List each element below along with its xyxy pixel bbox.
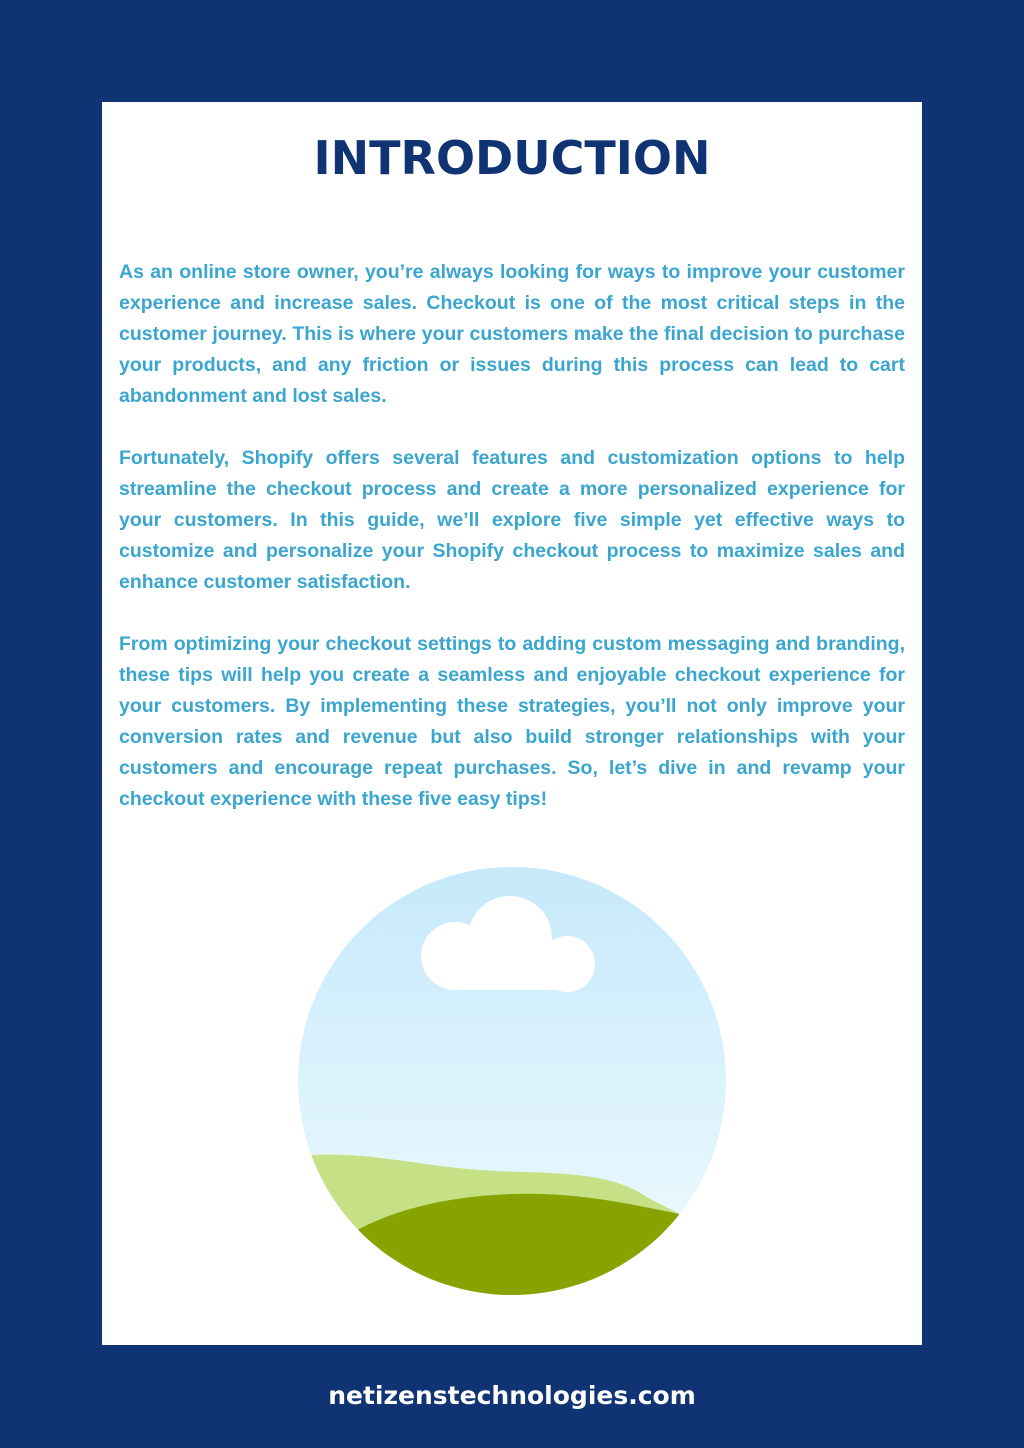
landscape-illustration <box>297 866 727 1296</box>
intro-body <box>119 257 905 846</box>
intro-paragraph-2: Fortunately, Shopify offers several features and customization options to help streamline the checkout process and create a more personalized experience for your customers. In this guide, we’ll explore five simple yet effective ways to customize and personalize your Shopify checkout process to maximize sales and enhance customer satisfaction. <box>119 447 905 593</box>
intro-paragraph-1: As an online store owner, you’re always looking for ways to improve your customer experience and increase sales. Checkout is one of the most critical steps in the customer journey. This is where your customers make the final decision to purchase your products, and any friction or issues during this process can lead to cart abandonment and lost sales. <box>119 261 905 407</box>
footer-website: netizenstechnologies.com <box>328 1381 696 1410</box>
intro-paragraph-3: From optimizing your checkout settings to adding custom messaging and branding, these tips will help you create a seamless and enjoyable checkout experience for your customers. By implementing these strategies, you’ll not only improve your conversion rates and revenue but also build stronger relationships with your customers and encourage repeat purchases. So, let’s dive in and revamp your checkout experience with these five easy tips! <box>119 633 905 810</box>
page-title: INTRODUCTION <box>313 131 711 185</box>
